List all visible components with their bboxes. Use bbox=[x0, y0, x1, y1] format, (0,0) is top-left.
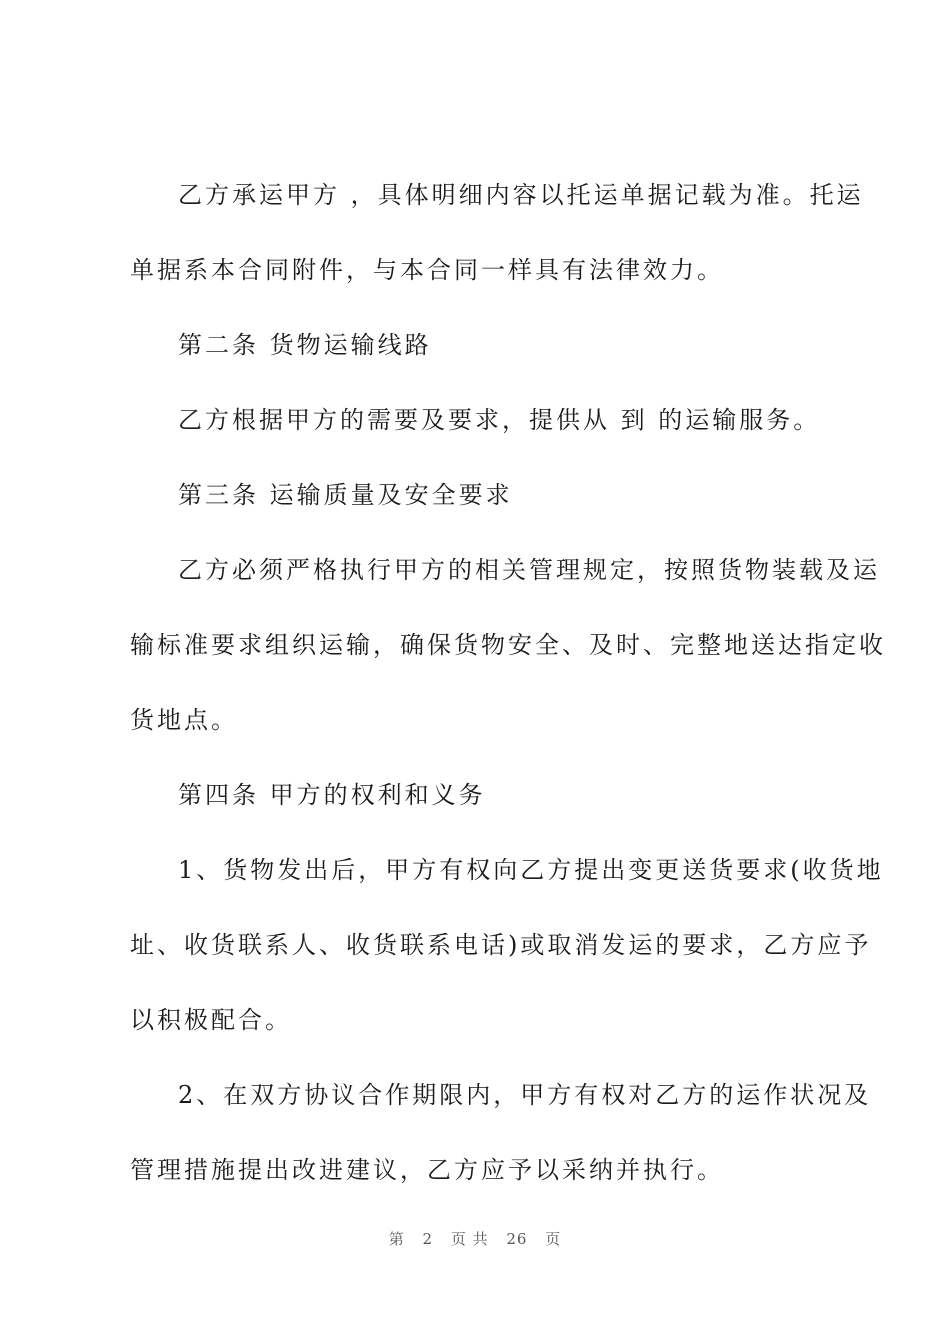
paragraph-line: 乙方承运甲方 ，具体明细内容以托运单据记载为准。托运 bbox=[178, 181, 864, 209]
section-heading: 第四条 甲方的权利和义务 bbox=[178, 781, 486, 809]
paragraph-line: 1、货物发出后，甲方有权向乙方提出变更送货要求(收货地 bbox=[178, 856, 884, 884]
paragraph-line: 输标准要求组织运输，确保货物安全、及时、完整地送达指定收 bbox=[130, 631, 886, 659]
page-footer bbox=[0, 1228, 950, 1249]
paragraph-line: 址、收货联系人、收货联系电话)或取消发运的要求，乙方应予 bbox=[130, 931, 872, 959]
paragraph-line: 乙方根据甲方的需要及要求，提供从 到 的运输服务。 bbox=[178, 406, 821, 434]
footer-label-end: 页 bbox=[545, 1230, 562, 1248]
footer-label-page: 第 bbox=[388, 1230, 405, 1248]
paragraph-line: 2、在双方协议合作期限内，甲方有权对乙方的运作状况及 bbox=[178, 1081, 872, 1109]
paragraph-line: 货地点。 bbox=[130, 706, 238, 734]
footer-total-pages: 26 bbox=[506, 1230, 528, 1248]
footer-label-of: 页 共 bbox=[450, 1230, 489, 1248]
paragraph-line: 以积极配合。 bbox=[130, 1006, 292, 1034]
paragraph-line: 单据系本合同附件，与本合同一样具有法律效力。 bbox=[130, 256, 724, 284]
section-heading: 第三条 运输质量及安全要求 bbox=[178, 481, 513, 509]
paragraph-line: 管理措施提出改进建议，乙方应予以采纳并执行。 bbox=[130, 1156, 724, 1184]
section-heading: 第二条 货物运输线路 bbox=[178, 331, 432, 359]
paragraph-line: 乙方必须严格执行甲方的相关管理规定，按照货物装载及运 bbox=[178, 556, 880, 584]
footer-current-page: 2 bbox=[422, 1230, 434, 1248]
